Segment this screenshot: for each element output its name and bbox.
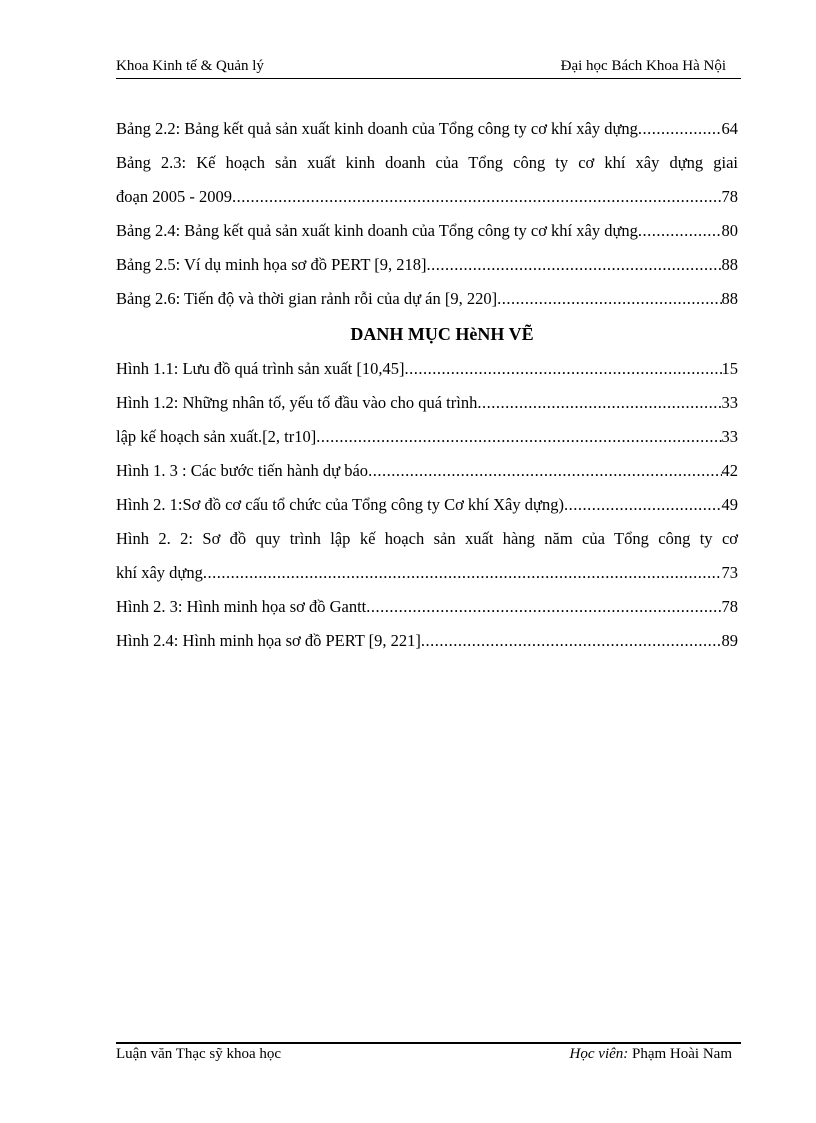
toc-entry-page: 88 [721,255,738,274]
footer-thesis-type: Luận văn Thạc sỹ khoa học [116,1046,282,1062]
toc-entry-figure-2-3[interactable] [116,590,738,624]
tables-list [116,112,738,316]
toc-leader-dots [203,556,722,590]
toc-entry-page: 78 [721,597,738,616]
toc-leader-dots [427,248,722,282]
toc-leader-dots [638,112,722,146]
toc-entry-text: Hình 2. 1:Sơ đồ cơ cấu tổ chức của Tổng công ty Cơ khí Xây dựng) [116,495,564,514]
toc-entry-table-2-3[interactable] [116,146,738,180]
toc-entry-text: Hình 2.4: Hình minh họa sơ đồ PERT [9, 221] [116,631,421,650]
toc-entry-figure-1-2[interactable] [116,386,738,420]
toc-entry-text: Bảng 2.5: Ví dụ minh họa sơ đồ PERT [9, 218] [116,255,427,274]
toc-entry-table-2-6[interactable] [116,282,738,316]
toc-entry-text: Hình 1.2: Những nhân tố, yếu tố đầu vào cho quá trình [116,393,478,412]
toc-leader-dots [638,214,722,248]
toc-leader-dots [366,590,721,624]
toc-entry-text: Hình 2. 3: Hình minh họa sơ đồ Gantt [116,597,367,616]
footer-author-label: Học viên: [569,1046,629,1062]
toc-entry-figure-1-2-cont[interactable] [116,420,738,454]
header-faculty: Khoa Kinh tế & Quản lý [116,58,264,74]
toc-entry-table-2-4[interactable] [116,214,738,248]
toc-entry-table-2-2[interactable] [116,112,738,146]
toc-entry-page: 42 [721,461,738,480]
toc-entry-page: 49 [721,495,738,514]
toc-entry-figure-1-3[interactable] [116,454,738,488]
toc-entry-text: Bảng 2.2: Bảng kết quả sản xuất kinh doanh của Tổng công ty cơ khí xây dựng [116,119,638,138]
table-of-contents [116,112,738,658]
toc-entry-text: Bảng 2.4: Bảng kết quả sản xuất kinh doanh của Tổng công ty cơ khí xây dựng [116,221,638,240]
footer-author-name: Phạm Hoài Nam [628,1046,732,1062]
toc-entry-text: Hình 2. 2: Sơ đồ quy trình lập kế hoạch sản xuất hàng năm của Tổng công ty cơ [116,529,738,548]
toc-leader-dots [421,624,722,658]
toc-entry-figure-1-1[interactable] [116,352,738,386]
toc-leader-dots [316,420,721,454]
toc-entry-figure-2-4[interactable] [116,624,738,658]
figures-heading: DANH MỤC HèNH VẼ [350,324,534,344]
toc-entry-text: đoạn 2005 - 2009 [116,187,232,206]
toc-leader-dots [497,282,721,316]
toc-entry-page: 88 [721,289,738,308]
toc-entry-page: 73 [721,563,738,582]
toc-leader-dots [232,180,722,214]
toc-leader-dots [404,352,721,386]
footer-divider [116,1042,741,1044]
figures-list [116,352,738,658]
toc-leader-dots [477,386,721,420]
toc-entry-page: 33 [721,393,738,412]
toc-entry-page: 64 [721,119,738,138]
toc-entry-figure-2-2[interactable] [116,522,738,556]
toc-entry-page: 80 [721,221,738,240]
toc-entry-text: Hình 1.1: Lưu đồ quá trình sản xuất [10,45] [116,359,405,378]
toc-entry-text: khí xây dựng [116,563,203,582]
header-university: Đại học Bách Khoa Hà Nội [560,58,726,74]
toc-entry-page: 15 [721,359,738,378]
page-header [116,58,740,80]
toc-entry-page: 78 [721,187,738,206]
toc-entry-figure-2-1[interactable] [116,488,738,522]
toc-leader-dots [368,454,721,488]
page-footer [116,1046,740,1068]
toc-entry-text: Bảng 2.6: Tiến độ và thời gian rảnh rỗi của dự án [9, 220] [116,289,498,308]
toc-entry-text: Hình 1. 3 : Các bước tiến hành dự báo [116,461,369,480]
toc-entry-page: 89 [721,631,738,650]
toc-entry-text: Bảng 2.3: Kế hoạch sản xuất kinh doanh của Tổng công ty cơ khí xây dựng giai [116,153,738,172]
toc-leader-dots [564,488,722,522]
toc-entry-text: lập kế hoạch sản xuất.[2, tr10] [116,427,317,446]
toc-entry-figure-2-2-cont[interactable] [116,556,738,590]
toc-entry-page: 33 [721,427,738,446]
header-divider [116,78,741,79]
toc-entry-table-2-3-cont[interactable] [116,180,738,214]
footer-author [570,1046,732,1063]
toc-entry-table-2-5[interactable] [116,248,738,282]
